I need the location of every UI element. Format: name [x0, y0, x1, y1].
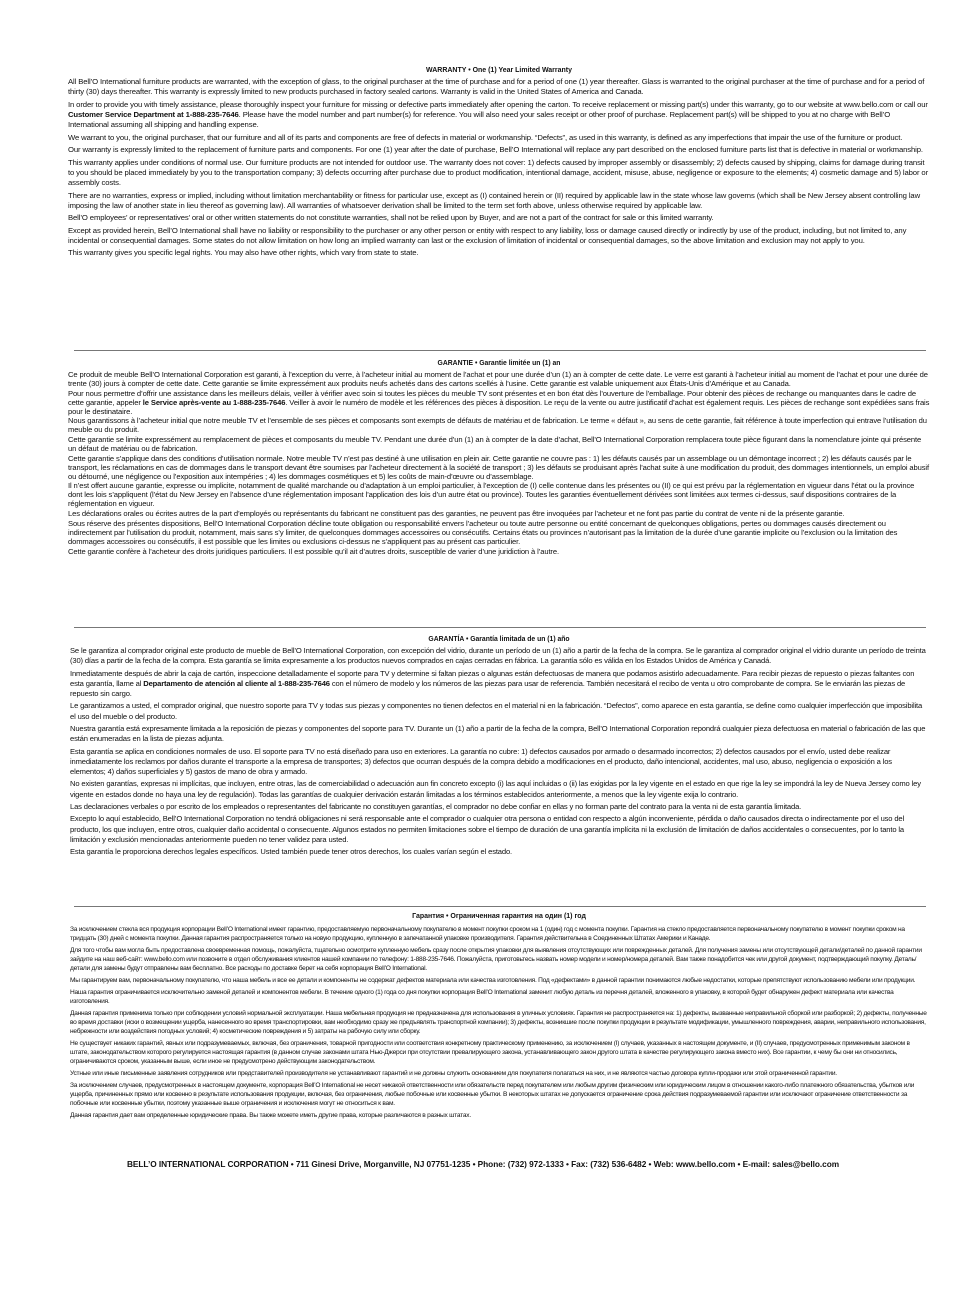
russian-paragraph-conditions: Данная гарантия применима только при соблюдении условий нормальной эксплуатации. Наша мебельная продукция не предназначена для использования в уличных условиях. Гарантия не распространяется на: 1) дефекты, вызванные неправильной сборкой или разборкой; 2) дефекты, полученные во время доставки (иски о возмещении ущерба, нанесенного во время транспортировки, вам необходимо сразу же предъявлять транспортной компании); 3) дефекты, возникшие после покупки продукции в результате модификации, умышленного повреждения, аварии, неправильного использования, небрежности или воздействия погодных условий; 4) косметические повреждения и 5) затраты на рабочую силу или сборку.	[70, 1010, 927, 1035]
russian-paragraph-rights: Данная гарантия дает вам определенные юридические права. Вы также можете иметь другие права, которые различаются в разных штатах.	[70, 1112, 471, 1119]
french-assistance-text: Pour nous permettre d’offrir une assistance dans les meilleurs délais, veiller à vérifier avec soin si toutes les pièces du meuble TV sont présentes et en bon état dès l’ouverture de l’emballage. Pour obtenir des pièces de rechange ou manquantes dans le cadre de cette garantie, appeler	[68, 388, 916, 407]
spanish-paragraph-statements: Las declaraciones verbales o por escrito de los empleados o representantes del fabricante no constituyen garantías, el comprador no debe confiar en ellas y no forman parte del contrato para la venta ni de esta garantía limitada.	[70, 801, 802, 811]
french-paragraph-rights: Cette garantie confère à l’acheteur des droits juridiques particuliers. Il est possible qu’il ait d’autres droits, susceptible de varier d’une juridiction à l’autre.	[68, 546, 559, 556]
section-divider	[74, 906, 926, 907]
spanish-paragraph-conditions: Esta garantía se aplica en condiciones normales de uso. El soporte para TV no está diseñado para uso en exteriores. La garantía no cubre: 1) defectos causados por armado o desarmado incorrectos; 2) defectos causados por el envío, usted debe realizar inmediatamente los reclamos por daños durante el transporte a la empresa de transportes; 3) defectos que ocurran después de la compra debido a modificaciones en el producto, daño intencional, accidentes, mal uso, abuso, negligencia o exposición a los elementos; 4) daños superficiales y 5) gastos de mano de obra y armado.	[70, 746, 892, 776]
french-paragraph-liability: Sous réserve des présentes dispositions, Bell’O International Corporation décline toute obligation ou responsabilité envers l’acheteur ou toute autre personne ou entité concernant de quelconques obligations, pertes ou dommages causés directement ou indirectement par l’utilisation du produit, notamment, mais sans s’y limiter, de quelconques dommages accessoires ou consécutifs. Certains états ou provinces n’autorisant pas la limitation de la durée d’une garantie implicite ou l’exclusion ou la limitation des dommages accessoires ou consécutifs, il est possible que les limites ou exclusions ci-dessus ne s’appliquent pas au présent cas particulier.	[68, 518, 898, 546]
spanish-paragraph-rights: Esta garantía le proporciona derechos legales específicos. Usted también puede tener otros derechos, los cuales varían según el estado.	[70, 847, 512, 857]
section-divider	[74, 627, 926, 628]
section-divider	[74, 350, 926, 351]
russian-paragraph-assistance: Для того чтобы вам могла быть предоставлена своевременная помощь, пожалуйста, тщательно осмотрите купленную мебель сразу после открытия упаковки для выявления отсутствующих или поврежденных деталей. Для получения замены или отсутствующей детали/деталей по данной гарантии зайдите на наш веб-сайт: www.bello.com или позвоните в отдел обслуживания клиентов нашей компании по телефону: 1-888-235-7646. Пожалуйста, приготовьтесь назвать номер модели и номер/номера деталей. Вам также понадобится чек или другой документ, подтверждающий покупку. Деталь/детали для замены будут отправлены вам бесплатно. Все расходы по доставке берет на себя корпорация Bell’O International.	[70, 947, 922, 972]
russian-paragraph-replacement: Наша гарантия ограничивается исключительно заменой деталей и компонентов мебели. В течение одного (1) года со дня покупки корпорация Bell’O International заменит любую деталь из перечня деталей, вложенного в упаковку, в которой будет обнаружен дефект материала или качества изготовления.	[70, 989, 894, 1005]
english-paragraph-liability: Except as provided herein, Bell’O International shall have no liability or responsibility to the purchaser or any other person or entity with respect to any liability, loss or damage caused directly or indirectly by use of the product, including, but not limited to, any incidental or consequential damages. Some states do not allow limitation on how long an implied warranty can last or the exclusion of limitation of incidental or consequential damages, so the above limitation and exclusion may not apply to you.	[68, 225, 907, 245]
english-paragraph-coverage: All Bell’O International furniture products are warranted, with the exception of glass, to the original purchaser at the time of purchase and for a period of one (1) year thereafter. Glass is warranted to the original purchaser at the time of purchase and for a period of thirty (30) days thereafter. This warranty is expressly limited to new products purchased in factory sealed cartons. Warranty is valid in the United States of America and Canada.	[68, 77, 925, 97]
russian-warranty-title: Гарантия • Ограниченная гарантия на один (1) год	[412, 913, 586, 920]
english-paragraph-replacement: Our warranty is expressly limited to the replacement of furniture parts and components. For one (1) year after the date of purchase, Bell’O International will replace any part described on the enclosed furniture parts list that is defective in material or workmanship.	[68, 145, 923, 155]
spanish-paragraph-defects: Le garantizamos a usted, el comprador original, que nuestro soporte para TV y todas sus piezas y componentes no tienen defectos en el material ni en la fabricación. “Defectos”, como aparece en esta garantía, se define como cualquier imperfección que imposibilita el uso del mueble o del producto.	[70, 701, 923, 721]
english-warranty-section	[68, 65, 930, 261]
spanish-warranty-title: GARANTÍA • Garantía limitada de un (1) año	[428, 634, 570, 643]
french-paragraph-defects: Nous garantissons à l’acheteur initial que notre meuble TV et l’ensemble de ses pièces et composants sont exempts de défauts de matériau et de fabrication. Le terme « défaut », au sens de cette garantie, fait référence à toute imperfection qui entrave l’utilisation du meuble ou du produit.	[68, 416, 927, 435]
english-paragraph-rights: This warranty gives you specific legal rights. You may also have other rights, which vary from state to state.	[68, 248, 419, 258]
spanish-paragraph-no-warranties: No existen garantías, expresas ni implícitas, que incluyen, entre otras, las de comerciabilidad o adecuación aun fin concreto excepto (i) las aquí incluidas o (ii) las exigidas por la ley vigente en el estado en que rige la ley se impondrá la ley de Nueva Jersey como ley vigente en estados donde no haya una ley de regulación). Todas las garantías de cualquier derivación estarán limitadas a los términos establecidos anteriormente, a menos que la ley vigente exija lo contrario.	[70, 779, 921, 799]
french-paragraph-coverage: Ce produit de meuble Bell’O International Corporation est garanti, à l’exception du verre, à l’acheteur initial au moment de l’achat et pour une durée d’un (1) an à compter de cette date. Le verre est garanti à l’acheteur initial au moment de l’achat et pour une durée de trente (30) jours à compter de cette date. Cette garantie se limite expressément aux produits neufs achetés dans des cartons scellés à l’usine. Cette garantie est valable uniquement aux États-Unis d’Amérique et au Canada.	[68, 370, 928, 388]
company-contact-footer: BELL’O INTERNATIONAL CORPORATION • 711 Ginesi Drive, Morganville, NJ 07751-1235 • Phone: (732) 972-1333 • Fax: (732) 536-6482 • Web: www.bello.com • E-mail: sales@bello.com	[126, 1159, 840, 1169]
spanish-paragraph-liability: Excepto lo aquí establecido, Bell’O International Corporation no tendrá obligaciones ni será responsable ante el comprador o cualquier otra persona o entidad con respecto a algún inconveniente, pérdida o daño causados directa o indirectamente por el uso del producto, los que incluyen, entre otros, cualquier daño accidental o consecuente. Algunos estados no permiten limitaciones sobre el tiempo de duración de una garantía implícita ni la exclusión de limitación de daños accidentales o consecuentes, por lo tanto la limitación y exclusión mencionadas anteriormente pueden no tener validez para usted.	[70, 814, 905, 844]
english-warranty-title: WARRANTY • One (1) Year Limited Warranty	[426, 65, 572, 74]
russian-paragraph-defects: Мы гарантируем вам, первоначальному покупателю, что наша мебель и все ее детали и компоненты не содержат дефектов материала или качества изготовления. Под «дефектами» в данной гарантии понимаются любые недостатки, которые препятствуют использованию мебели или продукции.	[70, 977, 916, 984]
english-customer-service-phone: Customer Service Department at 1-888-235-7646	[68, 109, 239, 119]
english-assistance-text-end: . Please have the model number and part number(s) for reference. You will also need your sales receipt or other proof of purchase. Replacement part(s) will be shipped to you at no charge with Bell’O International assuming all shipping and handling expense.	[68, 109, 891, 130]
french-paragraph-conditions: Cette garantie s’applique dans des conditions d’utilisation normale. Notre meuble TV n’est pas destiné à une utilisation en plein air. Cette garantie ne couvre pas : 1) les défauts causés par un assemblage ou un démontage incorrect ; 2) les défauts causés par le transport, les réclamations en cas de dommages dans le transport devant être soumises par l’acheteur directement à la société de transport ; 3) les défauts se produisant après l’achat suite à une modification du produit, des dommages intentionnels, un emploi abusif ou détourné, une négligence ou l’exposition aux intempéries ; 4) les dommages cosmétiques et 5) les coûts de main-d’œuvre ou d’assemblage.	[68, 453, 929, 481]
french-warranty-section	[68, 358, 930, 556]
russian-paragraph-coverage: За исключением стекла вся продукция корпорации Bell’O International имеет гарантию, предоставляемую первоначальному покупателю в момент покупки сроком на 1 (один) год с момента покупки. Гарантия на стекло предоставляется первоначальному покупателю в момент покупки сроком на тридцать (30) дней с момента покупки. Данная гарантия распространяется только на новую продукцию, купленную в запечатанной упаковке производителя. Гарантия действительна в Соединенных Штатах Америки и Канаде.	[70, 926, 905, 942]
french-paragraph-assistance	[68, 389, 930, 416]
spanish-assistance-text-end: con el número de modelo y los números de las piezas para usar de referencia. También necesitará el recibo de venta u otro comprobante de compra. Se le enviarán las piezas de repuesto sin cargo.	[70, 678, 906, 698]
spanish-paragraph-replacement: Nuestra garantía está expresamente limitada a la reposición de piezas y componentes del soporte para TV. Durante un (1) año a partir de la fecha de la compra, Bell’O International Corporation repondrá cualquier pieza defectuosa en material o fabricación de las que están enumeradas en la lista de piezas adjunta.	[70, 723, 926, 744]
spanish-warranty-section	[70, 634, 928, 860]
spanish-paragraph-assistance	[70, 669, 928, 700]
french-customer-service-phone: le Service après-vente au 1-888-235-7646	[142, 397, 286, 407]
english-assistance-text: In order to provide you with timely assistance, please thoroughly inspect your furniture for missing or defective parts immediately after opening the carton. To receive replacement or missing part(s) under this warranty, go to our website at www.bello.com or call our	[68, 99, 928, 109]
english-paragraph-no-warranties: There are no warranties, express or implied, including without limitation merchantability or fitness for particular use, except as (I) contained herein or (II) required by applicable law in the state whose law governs (which shall be New Jersey absent controlling law imposing the law of another state in lieu thereof as governing law). All warranties of whatsoever derivation shall be limited to the term set forth above, unless otherwise required by applicable law.	[68, 190, 921, 210]
french-paragraph-replacement: Cette garantie se limite expressément au remplacement de pièces et composants du meuble TV. Pendant une durée d’un (1) an à compter de la date d’achat, Bell’O International Corporation remplacera toute pièce figurant dans la nomenclature jointe qui présente un défaut de matériau ou de fabrication.	[68, 435, 922, 454]
english-paragraph-defects: We warrant to you, the original purchaser, that our furniture and all of its parts and components are free of defects in material or workmanship. “Defects”, as used in this warranty, is defined as any imperfections that impair the use of the furniture or product.	[68, 132, 903, 142]
english-paragraph-conditions: This warranty applies under conditions of normal use. Our furniture products are not intended for outdoor use. The warranty does not cover: 1) defects caused by improper assembly or disassembly; 2) defects caused by shipping, claims for damage during transit to you should be placed immediately by you to the transportation company; 3) defects occurring after purchase due to product modification, intentional damage, accident, misuse, abuse, negligence or exposure to the elements; 4) cosmetic damage and 5) labor or assembly costs.	[68, 157, 929, 188]
english-paragraph-statements: Bell’O employees’ or representatives’ oral or other written statements do not constitute warranties, shall not be relied upon by Buyer, and are not a part of the contract for sale or this limited warranty.	[68, 213, 714, 223]
spanish-customer-service-phone: Departamento de atención al cliente al 1-888-235-7646	[143, 678, 330, 688]
french-assistance-text-end: . Veiller à avoir le numéro de modèle et les références des pièces à disposition. Le reçu de la vente ou autre justificatif d’achat est également requis. Les pièces de rechange sont expédiées sans frais pour le destinataire.	[68, 397, 930, 416]
russian-paragraph-statements: Устные или иные письменные заявления сотрудников или представителей производителя не устанавливают гарантий и не должны служить основанием для покупателя полагаться на них, и не являются частью договора купли-продажи или этой ограниченной гарантии.	[70, 1070, 837, 1077]
french-warranty-title: GARANTIE • Garantie limitée un (1) an	[437, 358, 561, 367]
english-paragraph-assistance	[68, 100, 930, 131]
spanish-assistance-text: Inmediatamente después de abrir la caja de cartón, inspeccione detalladamente el soporte para TV y determine si faltan piezas o algunas están defectuosas de manera que podamos asistirlo adecuadamente. Para recibir piezas de repuesto o piezas faltantes con esta garantía, llame al	[70, 668, 915, 688]
french-paragraph-no-warranties: Il n’est offert aucune garantie, expresse ou implicite, notamment de qualité marchande ou d’adaptation à un emploi particulier, à l’exception de (I) celle contenue dans les présentes ou (II) ce qui est prévu par la réglementation en vigueur dans l’état ou la province dont les lois s’appliquent (l’état du New Jersey en l’absence d’une réglementation imposant l’application des lois d’un autre état ou province). Toutes les garanties éventuellement dérivées sont limitées aux termes ci-dessus, sauf dispositions contraires de la réglementation en vigueur.	[68, 481, 915, 509]
french-paragraph-statements: Les déclarations orales ou écrites autres de la part d’employés ou représentants du fabricant ne constituent pas des garanties, ne peuvent pas être invoquées par l’acheteur et ne font pas partie du contrat de vente ni de la présente garantie.	[68, 509, 845, 519]
spanish-paragraph-coverage: Se le garantiza al comprador original este producto de mueble de Bell’O International Corporation, con excepción del vidrio, durante un período de un (1) año a partir de la fecha de la compra. Se le garantiza al comprador original el vidrio durante un período de treinta (30) días a partir de la fecha de la compra. Esta garantía se limita expresamente a los productos nuevos comprados en cajas cerradas en fábrica. La garantía sólo es válida en los Estados Unidos de América y Canadá.	[70, 646, 926, 666]
russian-paragraph-liability: За исключением случаев, предусмотренных в настоящем документе, корпорация Bell’O International не несет никакой ответственности или обязательств перед покупателем или любым другим физическим или юридическим лицом в отношении какого-либо платежного обязательства, убытков или ущерба, причиненных прямо или косвенно в результате использования продукции, включая, без ограничения, любые побочные или косвенные убытки. В некоторых штатах не допускается ограничение срока действия подразумеваемой гарантии или исключают ограничение ответственности за побочные или косвенные убытки, поэтому указанные выше ограничения и исключения могут не относиться к вам.	[70, 1082, 915, 1107]
russian-paragraph-no-warranties: Не существует никаких гарантий, явных или подразумеваемых, включая, без ограничения, товарной пригодности или соответствия конкретному практическому применению, за исключением (I) случаев, указанных в настоящем документе, и (II) случаев, предусмотренных применимым законом в штате, законодательством которого регулируется настоящая гарантия (в данном случае законами штата Нью-Джерси при отсутствии превалирующего закона, устанавливающего закон другого штата в качестве регулирующего закона вместо них). Все гарантии, к чему бы они ни относились, ограничиваются сроком, указанным выше, если иное не предусмотрено действующим законодательством.	[70, 1040, 910, 1065]
russian-warranty-section	[70, 912, 928, 1123]
